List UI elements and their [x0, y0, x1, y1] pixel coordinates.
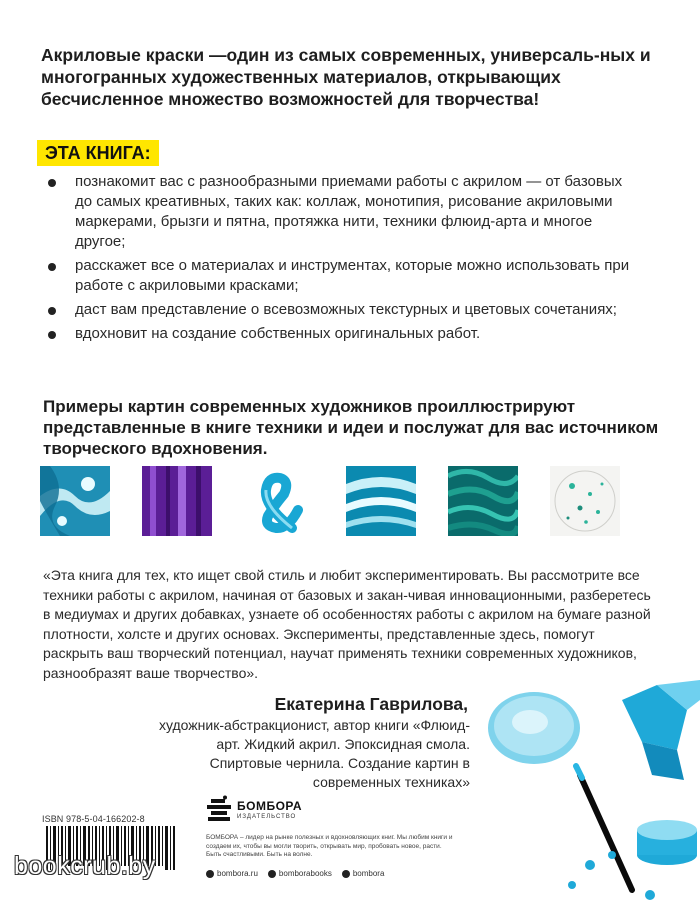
intro-text: Акриловые краски —один из самых современных, универсаль-ных и многогранных художественных материалов, открывающих бесчисленное множество возможностей для творчества!: [41, 45, 651, 109]
artwork-thumbnail-purple: [142, 466, 212, 536]
artwork-thumbnail-fluid-blue: [40, 466, 110, 536]
review-quote: «Эта книга для тех, кто ищет свой стиль и любит экспериментировать. Вы рассмотрите все техники работы с акрилом, начиная от базовых и закан-чивая инновационными, разберетесь в медиумах и других добавках, узнаете об особенностях работы с акрилом на бумаге разной плотности, холсте и других основах. Эксперименты, представленные здесь, помогут раскрыть ваш творческий потенциал, научат применять техники современных художников, разнообразят ваше творчество».: [43, 567, 651, 681]
author-description: художник-абстракционист, автор книги «Флюид-арт. Жидкий акрил. Эпоксидная смола. Спиртовые чернила. Создание картин в современных техниках»: [158, 717, 470, 790]
artwork-thumbnails: [40, 466, 620, 536]
artwork-thumbnail-texture: [448, 466, 518, 536]
globe-icon: [206, 870, 214, 878]
examples-text: Примеры картин современных художников проиллюстрируют представленные в книге техники и идеи и послужат для вас источником творческого вдохновения.: [43, 397, 659, 458]
list-item: расскажет все о материалах и инструментах, которые можно использовать при работе с акриловыми красками;: [43, 256, 643, 296]
publisher-name: БОМБОРА: [237, 798, 303, 813]
artwork-thumbnail-splatter: [550, 466, 620, 536]
publisher-subtitle: ИЗДАТЕЛЬСТВО: [237, 813, 297, 820]
publisher-logo: [205, 795, 302, 825]
bullet-icon: [48, 179, 56, 187]
social-bombora: bombora: [342, 869, 385, 878]
bullet-icon: [48, 307, 56, 315]
publisher-logo-icon: [205, 795, 233, 825]
artwork-thumbnail-waves: [346, 466, 416, 536]
watermark-text: bookcrub.by: [14, 852, 156, 880]
paint-tools-illustration: [472, 680, 700, 907]
publisher-blurb: БОМБОРА – лидер на рынке полезных и вдохновляющих книг. Мы любим книги и создаем их, чтобы вы могли творить, открывать мир, пробовать новое, расти. Быть счастливыми. Быть на волне.: [206, 834, 453, 858]
social-icon: [342, 870, 350, 878]
social-books: bomborabooks: [268, 869, 332, 878]
publisher-socials: [206, 869, 384, 878]
section-badge: ЭТА КНИГА:: [37, 140, 159, 166]
list-item: познакомит вас с разнообразными приемами работы с акрилом — от базовых до самых креативных, таких как: коллаж, монотипия, рисование акриловыми маркерами, брызги и пятна, протяжка нити, техники флюид-арта и многое другое;: [43, 172, 643, 252]
social-website: bombora.ru: [206, 869, 258, 878]
bullet-icon: [48, 263, 56, 271]
isbn-text: ISBN 978-5-04-166202-8: [42, 814, 145, 824]
bullet-icon: [48, 331, 56, 339]
list-item: даст вам представление о всевозможных текстурных и цветовых сочетаниях;: [43, 300, 643, 320]
author-name: Екатерина Гаврилова,: [274, 694, 468, 714]
artwork-thumbnail-ampersand: [244, 466, 314, 536]
feature-list: [43, 172, 643, 348]
list-item: вдохновит на создание собственных оригинальных работ.: [43, 324, 643, 344]
social-icon: [268, 870, 276, 878]
